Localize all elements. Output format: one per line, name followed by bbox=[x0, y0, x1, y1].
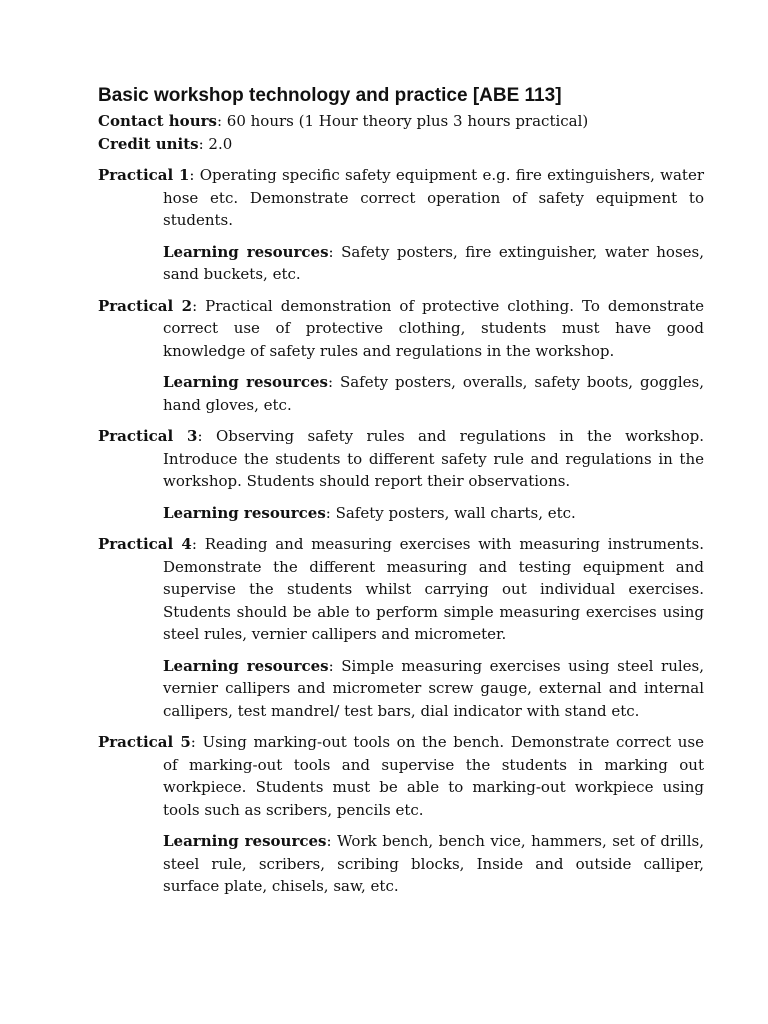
practical-1-resources bbox=[98, 241, 704, 286]
practical-2-resources-label: Learning resources bbox=[163, 373, 328, 391]
practical-3-resources bbox=[98, 502, 704, 525]
practical-3-resources-text: : Safety posters, wall charts, etc. bbox=[325, 503, 576, 522]
practical-1-resources-label: Learning resources bbox=[163, 242, 329, 261]
practical-4 bbox=[98, 533, 704, 722]
practical-4-label: Practical 4 bbox=[98, 535, 192, 553]
practical-5-label: Practical 5 bbox=[98, 733, 191, 751]
practical-5 bbox=[98, 731, 704, 898]
practical-3 bbox=[98, 425, 704, 524]
practical-5-resources bbox=[98, 830, 704, 898]
practical-1-description bbox=[98, 164, 704, 232]
practical-5-resources-text: : Work bench, bench vice, hammers, set of drills, steel rule, scribers, scribing blocks, Inside and outside calliper, surface plate, chisels, saw, etc. bbox=[163, 832, 704, 895]
practical-1-resources-text: : Safety posters, fire extinguisher, water hoses, sand buckets, etc. bbox=[163, 242, 704, 283]
practical-2-resources bbox=[98, 371, 704, 416]
practical-1-text: : Operating specific safety equipment e.g. fire extinguishers, water hose etc. Demonstrate correct operation of safety equipment to students. bbox=[163, 166, 704, 229]
practical-2-resources-text: : Safety posters, overalls, safety boots, goggles, hand gloves, etc. bbox=[163, 373, 704, 414]
document-title: Basic workshop technology and practice [ABE 113] bbox=[98, 85, 562, 106]
document-page bbox=[98, 84, 704, 898]
practical-4-resources bbox=[98, 655, 704, 723]
practical-2 bbox=[98, 295, 704, 417]
practical-2-label: Practical 2 bbox=[98, 296, 193, 315]
credit-units-value: : 2.0 bbox=[198, 134, 233, 153]
practical-3-label: Practical 3 bbox=[98, 427, 198, 445]
practical-3-text: : Observing safety rules and regulations in the workshop. Introduce the students to different safety rule and regulations in the workshop. Students should report their observations. bbox=[163, 427, 704, 490]
practical-4-text: : Reading and measuring exercises with measuring instruments. Demonstrate the different measuring and testing equipment and supervise the students whilst carrying out individual exercises. Students should be able to perform simple measuring exercises using steel rules, vernier callipers and micrometer. bbox=[163, 535, 704, 643]
practical-4-description bbox=[98, 533, 704, 646]
practical-5-description bbox=[98, 731, 704, 821]
practical-1 bbox=[98, 164, 704, 286]
contact-hours-line bbox=[98, 110, 704, 133]
practical-4-resources-text: : Simple measuring exercises using steel rules, vernier callipers and micrometer screw gauge, external and internal callipers, test mandrel/ test bars, dial indicator with stand etc. bbox=[163, 656, 704, 720]
practical-2-description bbox=[98, 295, 704, 363]
contact-hours-label: Contact hours bbox=[98, 112, 217, 130]
practical-3-resources-label: Learning resources bbox=[163, 503, 326, 522]
contact-hours-value: : 60 hours (1 Hour theory plus 3 hours practical) bbox=[216, 112, 589, 130]
practical-4-resources-label: Learning resources bbox=[163, 656, 329, 675]
practical-5-resources-label: Learning resources bbox=[163, 832, 327, 850]
credit-units-line bbox=[98, 133, 704, 156]
practical-1-label: Practical 1 bbox=[98, 166, 190, 184]
practical-5-text: : Using marking-out tools on the bench. Demonstrate correct use of marking-out tools and supervise the students in marking out workpiece. Students must be able to marking-out workpiece using tools such as scribers, pencils etc. bbox=[163, 733, 705, 819]
practical-2-text: : Practical demonstration of protective clothing. To demonstrate correct use of protective clothing, students must have good knowledge of safety rules and regulations in the workshop. bbox=[163, 296, 704, 360]
practical-3-description bbox=[98, 425, 704, 493]
credit-units-label: Credit units bbox=[98, 134, 199, 153]
